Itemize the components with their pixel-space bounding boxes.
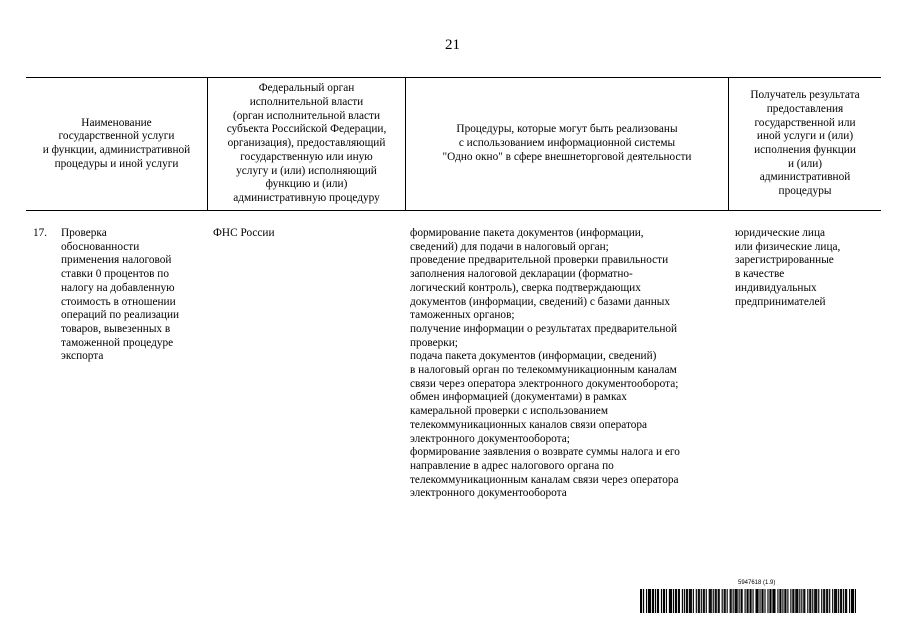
- header-bottom-rule: [26, 210, 881, 211]
- header-line: "Одно окно" в сфере внешнеторговой деятельности: [442, 150, 692, 163]
- barcode-bar: [834, 589, 835, 613]
- header-line: процедуры: [778, 185, 832, 198]
- header-line: Получатель результата: [750, 89, 860, 102]
- barcode-bar: [731, 589, 732, 613]
- barcode-bar: [719, 589, 720, 613]
- barcode-bar: [703, 589, 704, 613]
- text-line: стоимость в отношении: [61, 295, 176, 308]
- text-line: экспорта: [61, 350, 104, 363]
- barcode-bar: [756, 589, 757, 613]
- barcode-bar: [730, 589, 731, 613]
- barcode-bar: [687, 589, 688, 613]
- barcode-bar: [755, 589, 756, 613]
- barcode-bar: [663, 589, 664, 613]
- text-line: юридические лица: [735, 227, 826, 239]
- text-line: зарегистрированные: [735, 254, 834, 267]
- barcode-bar: [821, 589, 822, 613]
- barcode-bar: [739, 589, 740, 613]
- barcode-bar: [649, 589, 650, 613]
- barcode-bar: [764, 589, 765, 613]
- barcode-bar: [716, 589, 717, 613]
- barcode-bar: [735, 589, 736, 613]
- header-line: предоставления: [766, 102, 844, 115]
- barcode-bar: [684, 589, 685, 613]
- barcode-bar: [790, 589, 791, 613]
- text-line: налогу на добавленную: [61, 281, 175, 294]
- text-line: обоснованности: [61, 240, 140, 253]
- text-line: предпринимателей: [735, 295, 826, 308]
- barcode-bar: [804, 589, 805, 613]
- barcode-bar: [762, 589, 763, 613]
- barcode-bar: [835, 589, 836, 613]
- header-line: и функции, административной: [42, 144, 191, 156]
- text-line: таможенной процедуре: [61, 336, 174, 349]
- header-line: услугу и (или) исполняющий: [236, 164, 377, 177]
- header-line: государственной или: [754, 116, 856, 129]
- barcode-bar: [799, 589, 800, 613]
- barcode-bar: [845, 589, 846, 613]
- barcode-bar: [757, 589, 758, 613]
- barcode-bar: [748, 589, 749, 613]
- text-line: индивидуальных: [735, 281, 817, 294]
- text-line: операций по реализации: [61, 309, 180, 322]
- barcode-bar: [715, 589, 716, 613]
- text-line: проверки;: [410, 336, 458, 349]
- barcode-bar: [640, 589, 641, 613]
- header-line: и (или): [787, 157, 823, 170]
- barcode-bar: [725, 589, 726, 613]
- header-line: государственной услуги: [58, 130, 175, 143]
- text-line: сведений) для подачи в налоговый орган;: [410, 240, 609, 253]
- barcode-bar: [752, 589, 753, 613]
- barcode-bar: [675, 589, 676, 613]
- barcode-bar: [657, 589, 658, 613]
- barcode-bar: [648, 589, 649, 613]
- barcode-bar: [849, 589, 850, 613]
- barcode-bar: [736, 589, 737, 613]
- barcode-bar: [696, 589, 697, 613]
- barcode-bar: [713, 589, 714, 613]
- barcode-bar: [669, 589, 670, 613]
- barcode-bar: [679, 589, 680, 613]
- barcode-bar: [810, 589, 811, 613]
- barcode-bar: [818, 589, 819, 613]
- barcode-bar: [784, 589, 785, 613]
- text-line: заполнения налоговой декларации (форматно-: [410, 268, 633, 281]
- barcode-bar: [841, 589, 842, 613]
- barcode-bar: [724, 589, 725, 613]
- text-line: проведение предварительной проверки правильности: [410, 254, 669, 267]
- barcode-bar: [641, 589, 642, 613]
- barcode-bar: [747, 589, 748, 613]
- header-line: Наименование: [81, 116, 152, 129]
- header-line: процедуры и иной услуги: [54, 157, 179, 170]
- header-line: исполнения функции: [754, 144, 856, 156]
- barcode-bar: [750, 589, 751, 613]
- barcode-bar: [823, 589, 824, 613]
- barcode-bar: [807, 589, 808, 613]
- barcode-bar: [699, 589, 700, 613]
- barcode-bar: [711, 589, 712, 613]
- barcode-bar: [701, 589, 702, 613]
- barcode-bar: [709, 589, 710, 613]
- barcode-bar: [658, 589, 659, 613]
- barcode-bar: [673, 589, 674, 613]
- barcode-bar: [816, 589, 817, 613]
- barcode-bar: [761, 589, 762, 613]
- barcode-bar: [718, 589, 719, 613]
- barcode-bar: [840, 589, 841, 613]
- row-procedures: [410, 227, 680, 501]
- header-line: организация), предоставляющий: [227, 137, 386, 150]
- barcode-bar: [824, 589, 825, 613]
- header-line: функцию и (или): [265, 178, 348, 191]
- barcode-bar: [770, 589, 771, 613]
- barcode-bar: [690, 589, 691, 613]
- barcode-bar: [698, 589, 699, 613]
- header-line: административной: [759, 171, 851, 184]
- barcode-bar: [829, 589, 830, 613]
- text-line: формирование пакета документов (информации,: [410, 227, 644, 239]
- header-line: государственную или иную: [240, 150, 373, 163]
- barcode-bar: [745, 589, 746, 613]
- text-line: документов (информации, сведений) с базами данных: [410, 295, 671, 308]
- header-authority: [208, 78, 405, 210]
- header-line: административную процедуру: [233, 191, 380, 204]
- text-line: в качестве: [735, 268, 785, 281]
- barcode-bar: [853, 589, 854, 613]
- header-line: иной услуги и (или): [756, 130, 854, 143]
- text-line: телекоммуникационных каналов связи оператора: [410, 418, 648, 431]
- text-line: направление в адрес налогового органа по: [410, 459, 614, 472]
- barcode-bar: [671, 589, 672, 613]
- barcode-bar: [801, 589, 802, 613]
- barcode-bar: [797, 589, 798, 613]
- barcode-bar: [676, 589, 677, 613]
- text-line: телекоммуникационным каналам связи через оператора: [410, 473, 679, 486]
- barcode-bar: [664, 589, 665, 613]
- barcode-bar: [809, 589, 810, 613]
- text-line: камеральной проверки с использованием: [410, 405, 608, 418]
- barcode-bar: [814, 589, 815, 613]
- barcode-bar: [785, 589, 786, 613]
- barcode-bar: [682, 589, 683, 613]
- header-line: с использованием информационной системы: [458, 137, 676, 150]
- row-authority: ФНС России: [213, 227, 275, 239]
- barcode-bar: [749, 589, 750, 613]
- barcode-bar: [742, 589, 743, 613]
- barcode-label: 5947618 (1.9): [738, 580, 776, 586]
- barcode-bar: [777, 589, 778, 613]
- barcode-bar: [741, 589, 742, 613]
- barcode-bar: [827, 589, 828, 613]
- barcode-bar: [843, 589, 844, 613]
- barcode-bar: [838, 589, 839, 613]
- barcode-bar: [733, 589, 734, 613]
- text-line: таможенных органов;: [410, 309, 515, 322]
- barcode-bar: [670, 589, 671, 613]
- barcode-bar: [678, 589, 679, 613]
- barcode-bar: [769, 589, 770, 613]
- barcode-bar: [655, 589, 656, 613]
- text-line: логический контроль), сверка подтверждающих: [410, 281, 641, 294]
- header-line: (орган исполнительной власти: [232, 109, 381, 122]
- barcode-bar: [803, 589, 804, 613]
- barcode-bar: [846, 589, 847, 613]
- barcode-bar: [793, 589, 794, 613]
- row-number: 17.: [33, 227, 48, 239]
- barcode-bar: [646, 589, 647, 613]
- barcode-bar: [652, 589, 653, 613]
- barcode-bar: [780, 589, 781, 613]
- barcode-bar: [710, 589, 711, 613]
- barcode-bar: [704, 589, 705, 613]
- barcode-bar: [852, 589, 853, 613]
- text-line: или физические лица,: [735, 240, 841, 253]
- barcode-bar: [855, 589, 856, 613]
- text-line: применения налоговой: [61, 254, 172, 267]
- barcode-bar: [796, 589, 797, 613]
- barcode-bar: [691, 589, 692, 613]
- barcode-bar: [787, 589, 788, 613]
- text-line: подача пакета документов (информации, сведений): [410, 350, 657, 363]
- text-line: формирование заявления о возврате суммы налога и его: [410, 446, 680, 459]
- barcode-bar: [826, 589, 827, 613]
- barcode-bar: [727, 589, 728, 613]
- text-line: ставки 0 процентов по: [61, 268, 170, 281]
- barcode-bar: [689, 589, 690, 613]
- header-line: Федеральный орган: [258, 82, 355, 95]
- text-line: электронного документооборота;: [410, 432, 570, 445]
- barcode-bar: [851, 589, 852, 613]
- barcode-bar: [772, 589, 773, 613]
- header-line: субъекта Российской Федерации,: [226, 123, 387, 136]
- text-line: электронного документооборота: [410, 487, 567, 500]
- barcode-bar: [693, 589, 694, 613]
- barcode-bar: [643, 589, 644, 613]
- barcode-bar: [792, 589, 793, 613]
- text-line: обмен информацией (документами) в рамках: [410, 391, 627, 404]
- barcode-bar: [832, 589, 833, 613]
- text-line: связи через оператора электронного документооборота;: [410, 377, 679, 390]
- text-line: получение информации о результатах предварительной: [410, 322, 678, 335]
- barcode: [640, 589, 856, 613]
- barcode-bar: [722, 589, 723, 613]
- barcode-bar: [779, 589, 780, 613]
- header-line: Процедуры, которые могут быть реализованы: [456, 123, 678, 136]
- header-line: исполнительной власти: [249, 96, 364, 109]
- barcode-bar: [706, 589, 707, 613]
- barcode-bar: [759, 589, 760, 613]
- barcode-bar: [767, 589, 768, 613]
- header-recipient: [729, 78, 881, 210]
- barcode-bar: [815, 589, 816, 613]
- text-line: товаров, вывезенных в: [61, 322, 171, 335]
- barcode-bar: [666, 589, 667, 613]
- barcode-bar: [653, 589, 654, 613]
- header-service-name: [26, 78, 207, 210]
- barcode-bar: [661, 589, 662, 613]
- barcode-bar: [737, 589, 738, 613]
- barcode-bar: [812, 589, 813, 613]
- row-service-name: [61, 227, 179, 364]
- text-line: в налоговый орган по телекоммуникационным каналам: [410, 364, 677, 377]
- barcode-bar: [836, 589, 837, 613]
- barcode-bar: [773, 589, 774, 613]
- header-procedures: [406, 78, 728, 210]
- page-number: 21: [445, 37, 460, 53]
- barcode-bar: [795, 589, 796, 613]
- barcode-bar: [782, 589, 783, 613]
- barcode-bar: [774, 589, 775, 613]
- text-line: Проверка: [61, 227, 107, 239]
- barcode-bar: [686, 589, 687, 613]
- barcode-bar: [650, 589, 651, 613]
- row-recipient: [735, 227, 840, 309]
